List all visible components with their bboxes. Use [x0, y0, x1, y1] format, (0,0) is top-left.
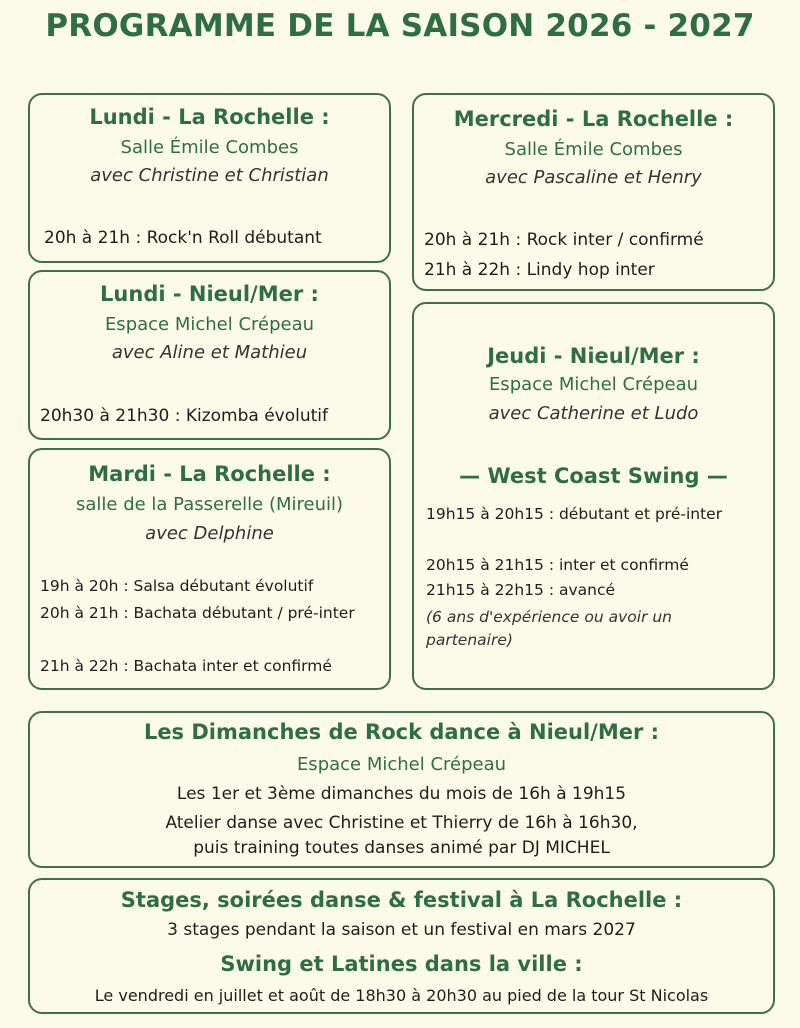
card-jeudi-nieul-mer — [412, 302, 775, 690]
schedule-line: 21h à 22h : Bachata inter et confirmé — [40, 657, 332, 675]
card-teachers: avec Aline et Mathieu — [111, 342, 308, 363]
schedule-line: 20h à 21h : Rock inter / confirmé — [424, 230, 704, 250]
info-line: Atelier danse avec Christine et Thierry de 16h à 16h30, — [165, 813, 638, 833]
card-venue: Espace Michel Crépeau — [488, 374, 699, 395]
schedule-line: 19h15 à 20h15 : débutant et pré-inter — [426, 505, 723, 523]
card-lundi-nieul-mer — [28, 270, 391, 440]
schedule-line: 21h à 22h : Lindy hop inter — [424, 260, 655, 280]
schedule-line: 21h15 à 22h15 : avancé — [426, 581, 616, 599]
card-venue: Espace Michel Crépeau — [104, 314, 315, 335]
card-mercredi-la-rochelle — [412, 93, 775, 291]
card-venue: Espace Michel Crépeau — [296, 754, 507, 775]
card-heading: Jeudi - Nieul/Mer : — [487, 344, 700, 368]
card-heading: Lundi - Nieul/Mer : — [100, 282, 319, 306]
card-venue: salle de la Passerelle (Mireuil) — [75, 494, 344, 515]
schedule-note: (6 ans d'expérience ou avoir un partenaire) — [426, 608, 673, 649]
schedule-line: 20h30 à 21h30 : Kizomba évolutif — [40, 406, 328, 426]
card-heading: Stages, soirées danse & festival à La Rochelle : — [120, 888, 683, 912]
schedule-line: 20h15 à 21h15 : inter et confirmé — [426, 556, 689, 574]
info-line: Le vendredi en juillet et août de 18h30 à 20h30 au pied de la tour St Nicolas — [94, 986, 709, 1005]
card-venue: Salle Émile Combes — [504, 139, 683, 160]
card-venue: Salle Émile Combes — [120, 137, 299, 158]
card-teachers: avec Pascaline et Henry — [485, 167, 702, 188]
card-heading: Mercredi - La Rochelle : — [453, 107, 734, 131]
card-heading: Lundi - La Rochelle : — [89, 105, 330, 129]
card-dimanches-rock — [28, 711, 775, 868]
schedule-line: 20h à 21h : Rock'n Roll débutant — [44, 228, 322, 248]
card-teachers: avec Delphine — [145, 523, 274, 544]
info-line: Les 1er et 3ème dimanches du mois de 16h à 19h15 — [176, 784, 627, 804]
card-teachers: avec Christine et Christian — [90, 165, 329, 186]
info-line: puis training toutes danses animé par DJ MICHEL — [193, 838, 610, 858]
card-heading: Mardi - La Rochelle : — [88, 462, 331, 486]
page-title: PROGRAMME DE LA SAISON 2026 - 2027 — [45, 8, 755, 44]
schedule-line: 19h à 20h : Salsa débutant évolutif — [40, 577, 314, 595]
card-teachers: avec Catherine et Ludo — [488, 403, 699, 424]
dance-style-heading: — West Coast Swing — — [459, 464, 728, 488]
card-heading: Les Dimanches de Rock dance à Nieul/Mer : — [143, 720, 660, 744]
card-stages-festival — [28, 878, 775, 1014]
card-subheading: Swing et Latines dans la ville : — [220, 952, 583, 976]
info-line: 3 stages pendant la saison et un festival en mars 2027 — [167, 920, 636, 940]
card-lundi-la-rochelle — [28, 93, 391, 263]
card-mardi-la-rochelle — [28, 448, 391, 690]
schedule-line: 20h à 21h : Bachata débutant / pré-inter — [40, 604, 355, 622]
